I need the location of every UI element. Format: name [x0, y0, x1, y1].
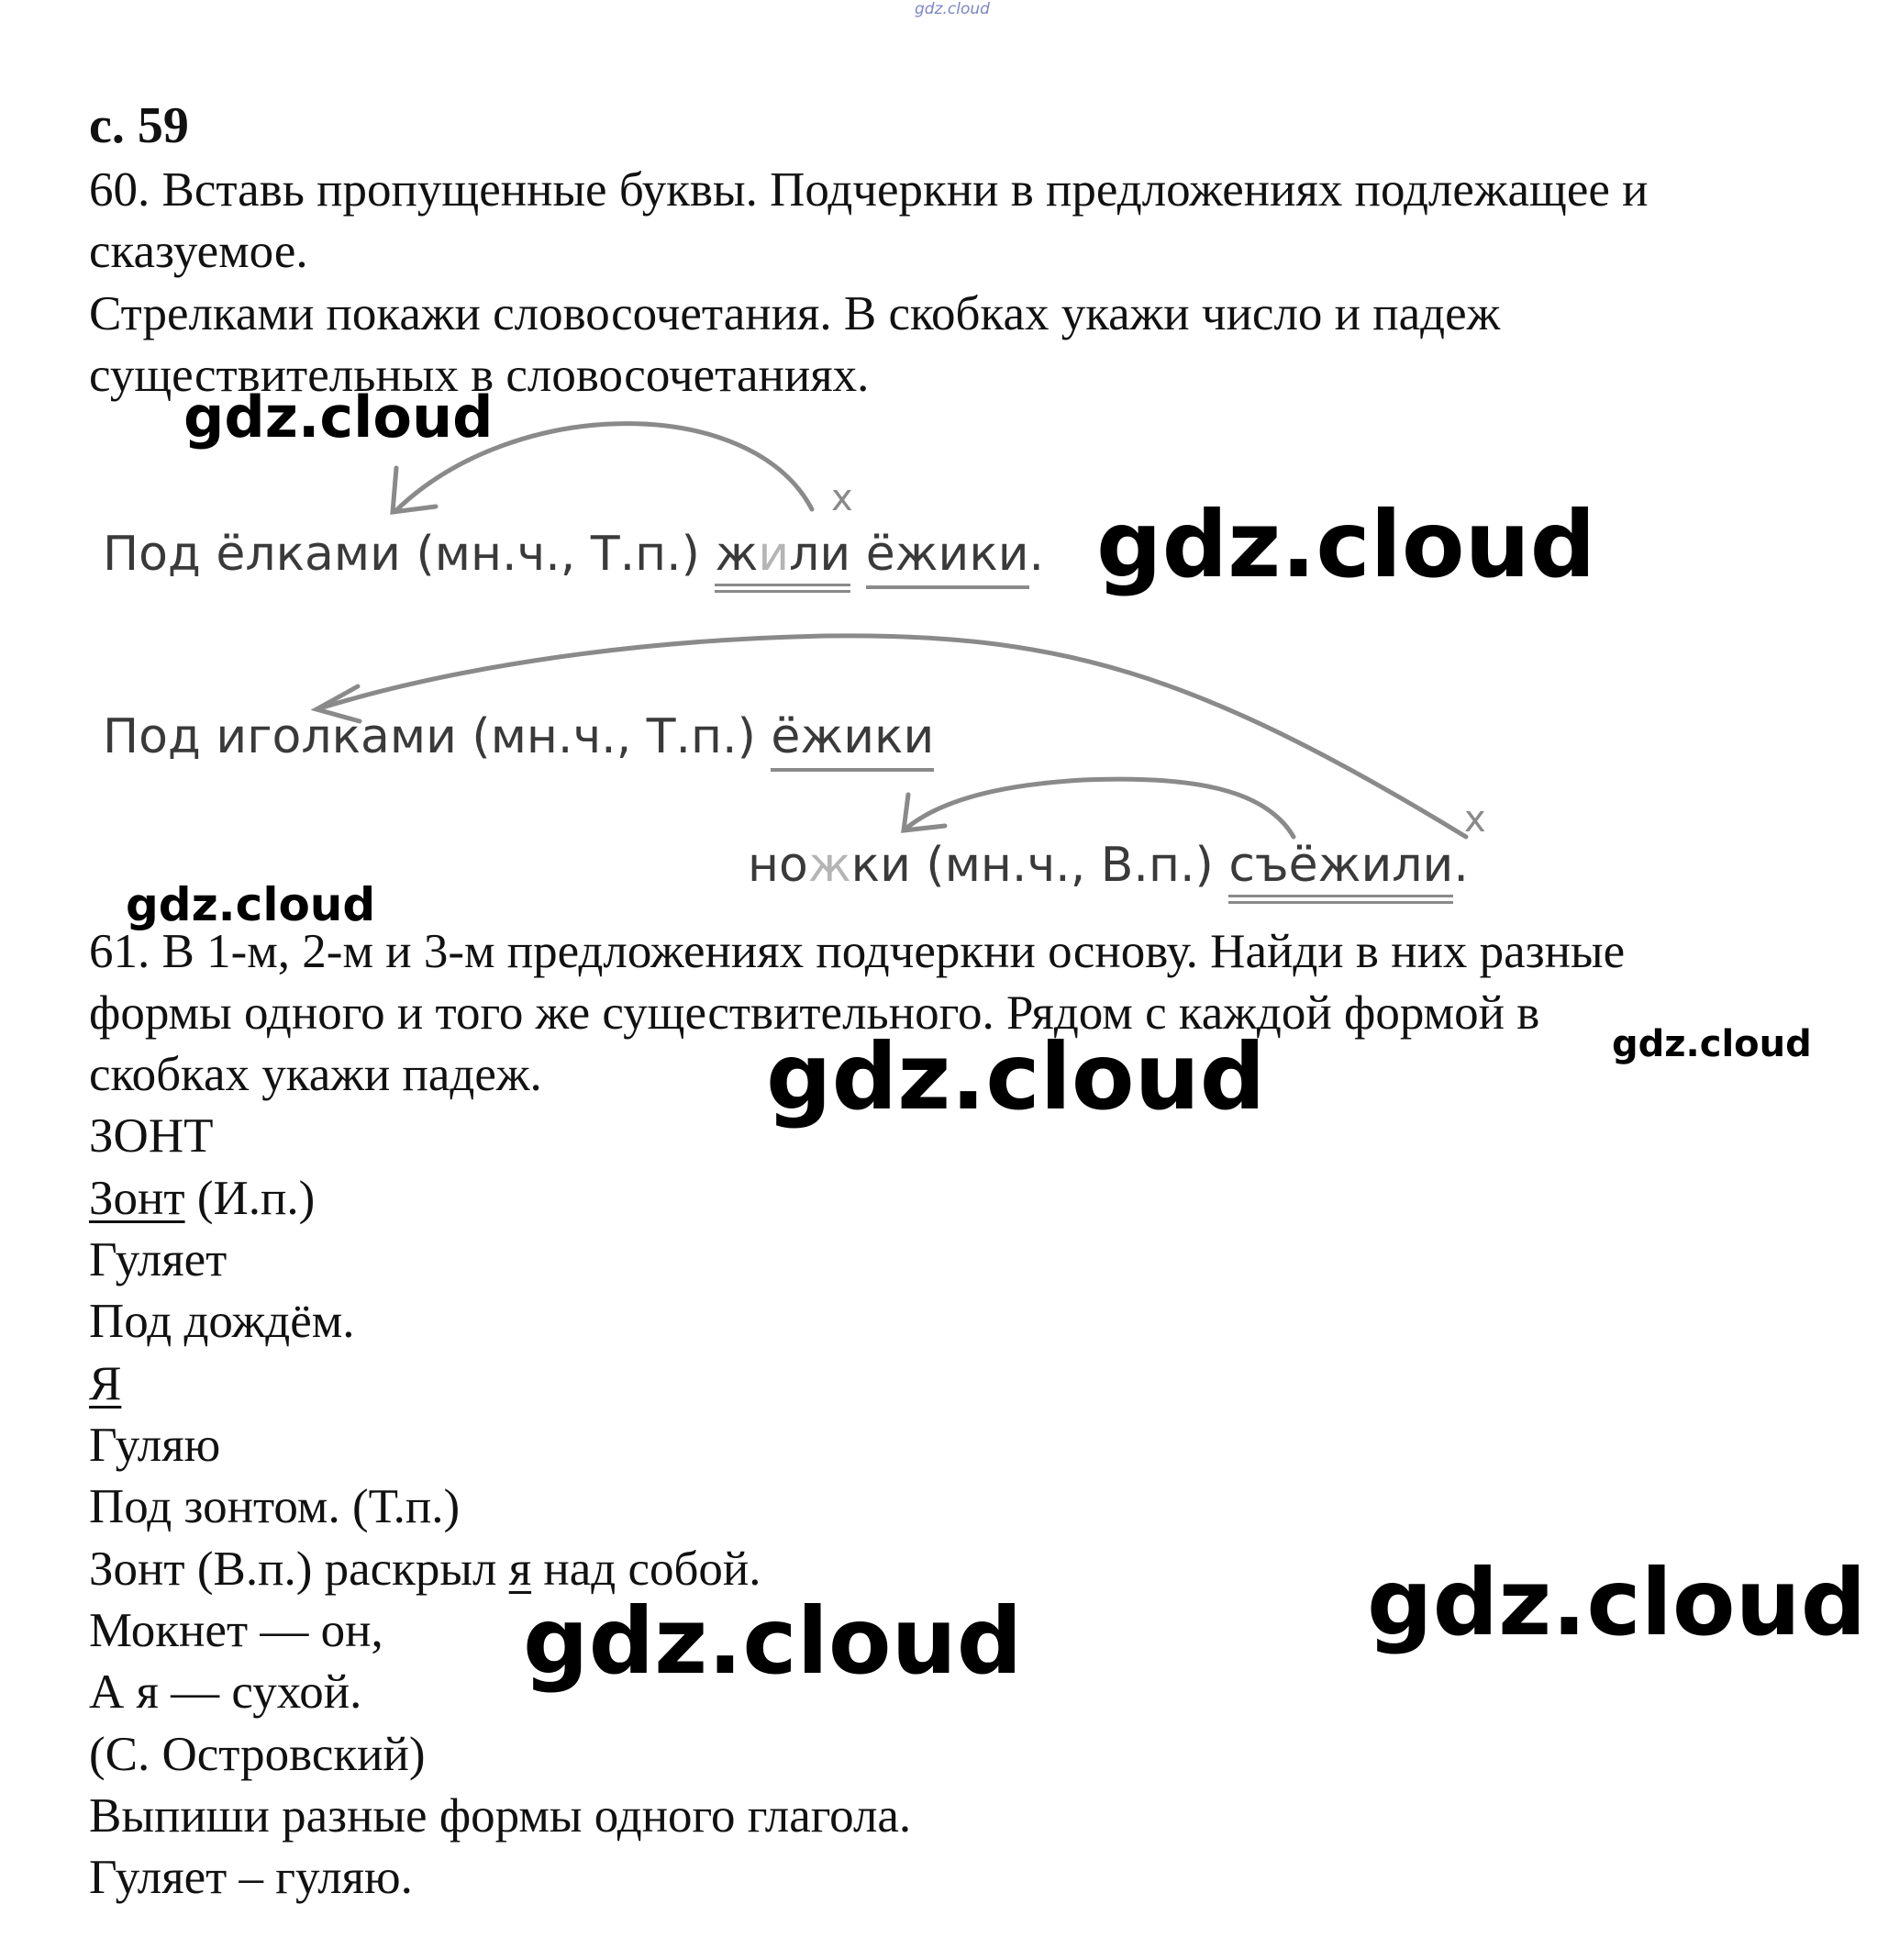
subject-ezhiki-2: ёжики	[771, 709, 934, 772]
task61-line1: 61. В 1-м, 2-м и 3-м предложениях подчеркни основу. Найди в них разные	[89, 925, 1626, 978]
poem-line-5: Гуляю	[89, 1419, 221, 1472]
diagram-sentence-3: ножки (мн.ч., В.п.) съёжили.	[748, 838, 1469, 893]
word-nozhki: ножки	[748, 838, 911, 893]
subject-zont: Зонт	[89, 1172, 185, 1225]
task60-line3: Стрелками покажи словосочетания. В скобках укажи число и падеж	[89, 287, 1501, 340]
subject-ya-2: я	[508, 1542, 532, 1596]
poem-line-1: Зонт (И.п.)	[89, 1172, 316, 1225]
subject-ya: Я	[89, 1357, 122, 1410]
task60-line2: сказуемое.	[89, 225, 308, 278]
predicate-sezhili: съёжили	[1228, 838, 1453, 904]
poem-line-2: Гуляет	[89, 1233, 228, 1286]
watermark-6: gdz.cloud	[1367, 1549, 1867, 1656]
watermark-3: gdz.cloud	[126, 878, 376, 931]
poem-line-7: Зонт (В.п.) раскрыл я над собой.	[89, 1542, 761, 1596]
poem-line-4	[89, 1353, 121, 1415]
phrase-pod-elkami: Под ёлками	[103, 527, 401, 582]
poem-line-8: Мокнет — он,	[89, 1604, 383, 1657]
phrase-pod-igolkami: Под иголками	[103, 709, 457, 764]
case-note-3: (мн.ч., В.п.)	[926, 838, 1214, 893]
case-note-2: (мн.ч., Т.п.)	[472, 709, 756, 764]
watermark-2: gdz.cloud	[1096, 491, 1596, 598]
arrow-sezhili-to-nozhki	[904, 779, 1294, 837]
poem-line-3: Под дождём.	[89, 1295, 355, 1348]
task61-line3: скобках укажи падеж.	[89, 1048, 542, 1101]
page-reference: с. 59	[89, 97, 189, 154]
diagram-sentence-2	[103, 709, 934, 764]
task61-line2: формы одного и того же существительного. Рядом с каждой формой в	[89, 986, 1540, 1040]
predicate-zhili: жили	[715, 527, 850, 593]
case-note-1: (мн.ч., Т.п.)	[416, 527, 700, 582]
predicate-mark-1: x	[831, 477, 853, 519]
poem-title: ЗОНТ	[89, 1109, 214, 1163]
watermark-4: gdz.cloud	[766, 1023, 1266, 1130]
task61-answer: Гуляет – гуляю.	[89, 1851, 413, 1904]
header-watermark: gdz.cloud	[915, 0, 990, 18]
poem-author: (С. Островский)	[89, 1728, 426, 1781]
poem-line-6: Под зонтом. (Т.п.)	[89, 1480, 461, 1533]
watermark-7: gdz.cloud	[523, 1587, 1023, 1695]
subject-ezhiki: ёжики	[866, 527, 1029, 589]
watermark-5: gdz.cloud	[1612, 1023, 1812, 1065]
task60-line4: существительных в словосочетаниях.	[89, 349, 870, 402]
predicate-mark-2: x	[1464, 798, 1486, 841]
poem-line-9: А я — сухой.	[89, 1665, 362, 1719]
task60-line1: 60. Вставь пропущенные буквы. Подчеркни в предложениях подлежащее и	[89, 163, 1649, 217]
diagram-sentence-1: Под ёлками (мн.ч., Т.п.) жили ёжики.	[103, 527, 1044, 582]
watermark-1: gdz.cloud	[183, 384, 494, 451]
task61-subtask: Выпиши разные формы одного глагола.	[89, 1789, 912, 1843]
